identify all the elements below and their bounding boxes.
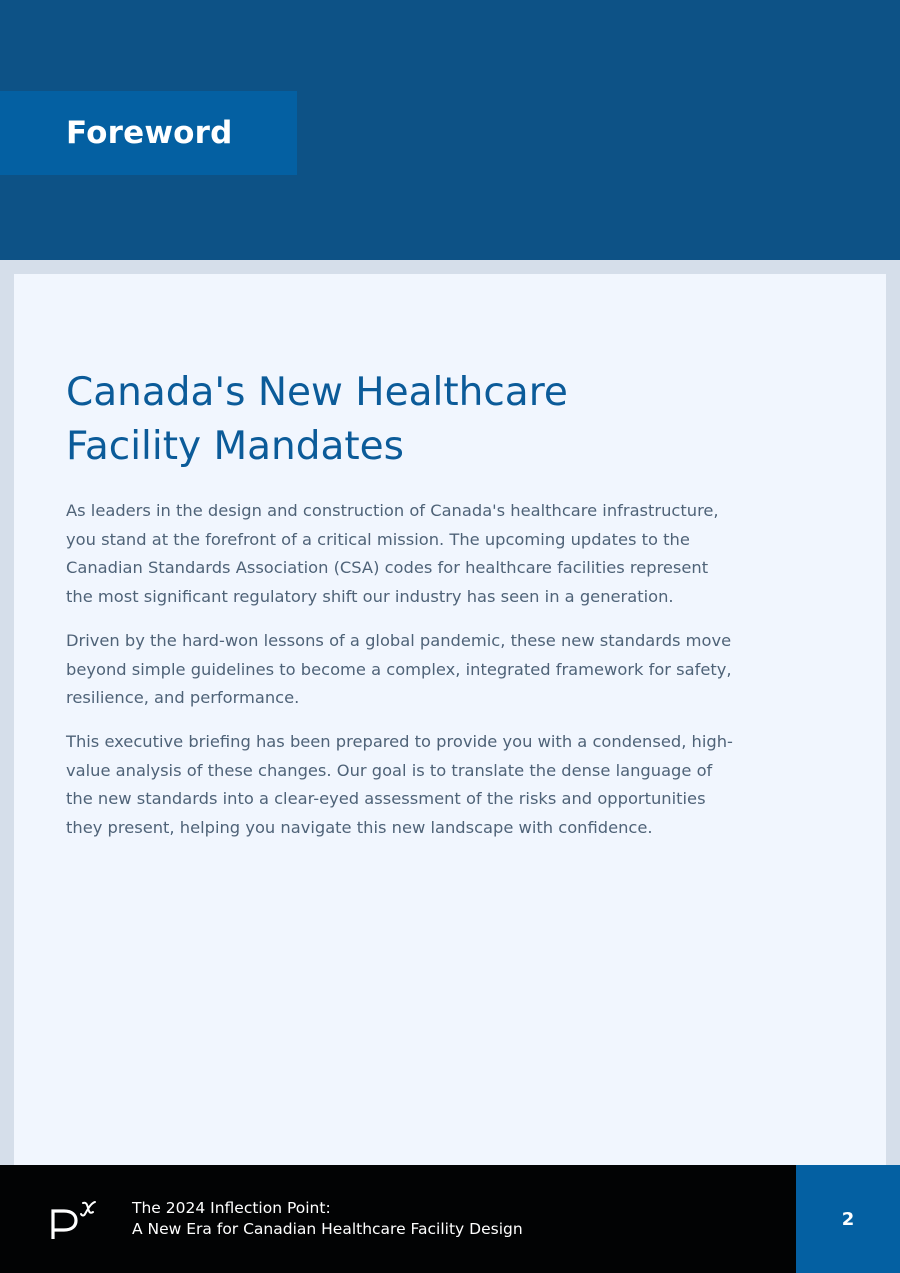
document-title bbox=[132, 1198, 523, 1240]
footer bbox=[0, 1165, 900, 1273]
document-title-line: A New Era for Canadian Healthcare Facility Design bbox=[132, 1220, 523, 1238]
paragraph-line: you stand at the forefront of a critical mission. The upcoming updates to the bbox=[66, 529, 690, 549]
section-title: Foreword bbox=[66, 115, 233, 151]
paragraph-line: Driven by the hard-won lessons of a global pandemic, these new standards move bbox=[66, 630, 732, 650]
document-title-line: The 2024 Inflection Point: bbox=[132, 1199, 331, 1217]
paragraph-line: This executive briefing has been prepared to provide you with a condensed, high- bbox=[66, 731, 733, 751]
paragraph-line: the most significant regulatory shift our industry has seen in a generation. bbox=[66, 587, 674, 607]
page-heading-line: Canada's New Healthcare bbox=[66, 370, 568, 415]
paragraph-line: they present, helping you navigate this new landscape with confidence. bbox=[66, 818, 653, 838]
paragraph-line: value analysis of these changes. Our goal is to translate the dense language of bbox=[66, 760, 713, 780]
paragraph-line: the new standards into a clear-eyed assessment of the risks and opportunities bbox=[66, 789, 706, 809]
paragraph-1 bbox=[66, 497, 766, 612]
body-text bbox=[66, 497, 766, 858]
paragraph-line: As leaders in the design and construction of Canada's healthcare infrastructure, bbox=[66, 501, 719, 520]
page-number-box bbox=[796, 1165, 900, 1273]
paragraph-2 bbox=[66, 627, 766, 713]
paragraph-line: Canadian Standards Association (CSA) codes for healthcare facilities represent bbox=[66, 558, 709, 578]
paragraph-line: beyond simple guidelines to become a complex, integrated framework for safety, bbox=[66, 659, 732, 679]
paragraph-line: resilience, and performance. bbox=[66, 688, 300, 708]
page-heading-line: Facility Mandates bbox=[66, 424, 404, 469]
section-tag bbox=[0, 91, 297, 175]
header-band bbox=[0, 0, 900, 260]
px-logo-icon bbox=[50, 1199, 102, 1243]
page-number: 2 bbox=[841, 1208, 855, 1230]
paragraph-3 bbox=[66, 728, 766, 843]
page-heading bbox=[66, 366, 626, 474]
